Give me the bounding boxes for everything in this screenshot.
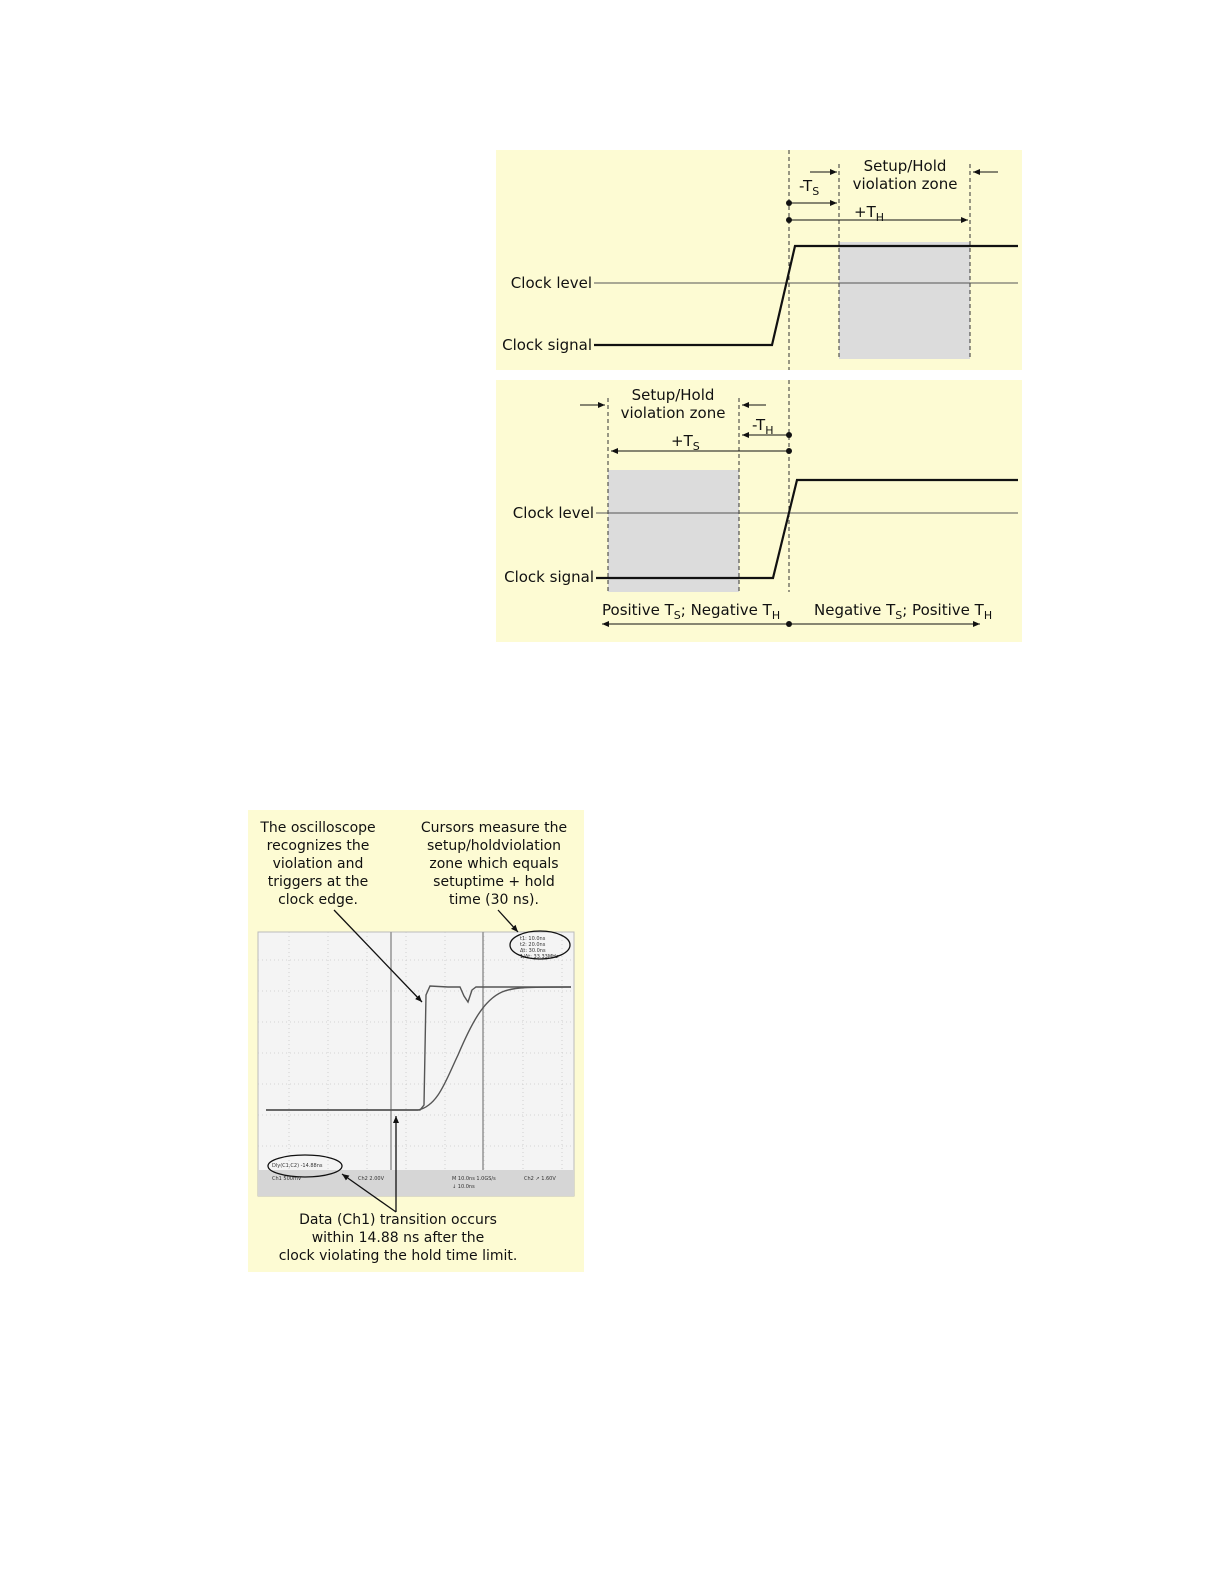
svg-text:Δt: 30.0ns: Δt: 30.0ns (520, 948, 546, 954)
top-clock-level-label: Clock level (510, 274, 592, 292)
svg-text:Ch1 500mV: Ch1 500mV (272, 1176, 302, 1182)
scope-screen (258, 931, 574, 1196)
oscilloscope-capture-figure (248, 810, 584, 1272)
bottom-clock-signal-label: Clock signal (504, 568, 594, 586)
svg-text:t1: 10.0ns: t1: 10.0ns (520, 936, 546, 942)
positive-ts-negative-th-label: Positive $T_S$; Negative $T_H$ (602, 601, 781, 622)
bottom-violation-zone (608, 470, 739, 592)
bottom-th-label: $-T_H$ (752, 416, 774, 437)
bottom-caption (279, 1212, 518, 1264)
svg-text:zone which equals: zone which equals (429, 856, 559, 872)
top-zone-label-2: violation zone (852, 175, 958, 193)
svg-text:Data (Ch1) transition occurs: Data (Ch1) transition occurs (299, 1212, 497, 1228)
svg-text:Cursors measure the: Cursors measure the (420, 820, 568, 836)
bottom-zone-label-2: violation zone (620, 404, 726, 422)
svg-text:Ch2 2.00V: Ch2 2.00V (358, 1176, 384, 1182)
top-th-label: $+T_H$ (854, 203, 885, 224)
top-ts-label: $-T_S$ (799, 177, 820, 198)
top-clock-signal-label: Clock signal (502, 336, 592, 354)
bottom-zone-label-1: Setup/Hold (631, 386, 715, 404)
svg-text:time (30 ns).: time (30 ns). (449, 892, 539, 908)
svg-text:setuptime + hold: setuptime + hold (433, 874, 555, 890)
svg-text:within 14.88 ns after the: within 14.88 ns after the (311, 1230, 485, 1246)
negative-ts-positive-th-label: Negative $T_S$; Positive $T_H$ (814, 601, 993, 622)
svg-text:The oscilloscope: The oscilloscope (260, 820, 376, 836)
setup-hold-timing-diagram (496, 150, 1022, 642)
svg-text:recognizes the: recognizes the (266, 838, 370, 854)
bottom-ts-label: $+T_S$ (671, 432, 700, 453)
svg-text:triggers at the: triggers at the (267, 874, 369, 890)
svg-text:violation and: violation and (272, 856, 364, 872)
svg-text:t2: 20.0ns: t2: 20.0ns (520, 942, 546, 948)
delay-measurement: Dly(C1,C2) -14.88ns (272, 1163, 323, 1169)
top-zone-label-1: Setup/Hold (863, 157, 947, 175)
top-violation-zone (839, 242, 970, 359)
svg-text:clock edge.: clock edge. (278, 892, 358, 908)
svg-text:↓ 10.0ns: ↓ 10.0ns (452, 1184, 475, 1190)
svg-text:setup/holdviolation: setup/holdviolation (426, 838, 562, 854)
bottom-clock-level-label: Clock level (512, 504, 594, 522)
svg-text:Ch2 ↗ 1.60V: Ch2 ↗ 1.60V (524, 1176, 556, 1182)
svg-text:clock violating the hold time: clock violating the hold time limit. (278, 1248, 518, 1264)
svg-text:1/Δt: 33.33MHz: 1/Δt: 33.33MHz (520, 954, 559, 960)
svg-text:M 10.0ns 1.0GS/s: M 10.0ns 1.0GS/s (452, 1176, 496, 1182)
